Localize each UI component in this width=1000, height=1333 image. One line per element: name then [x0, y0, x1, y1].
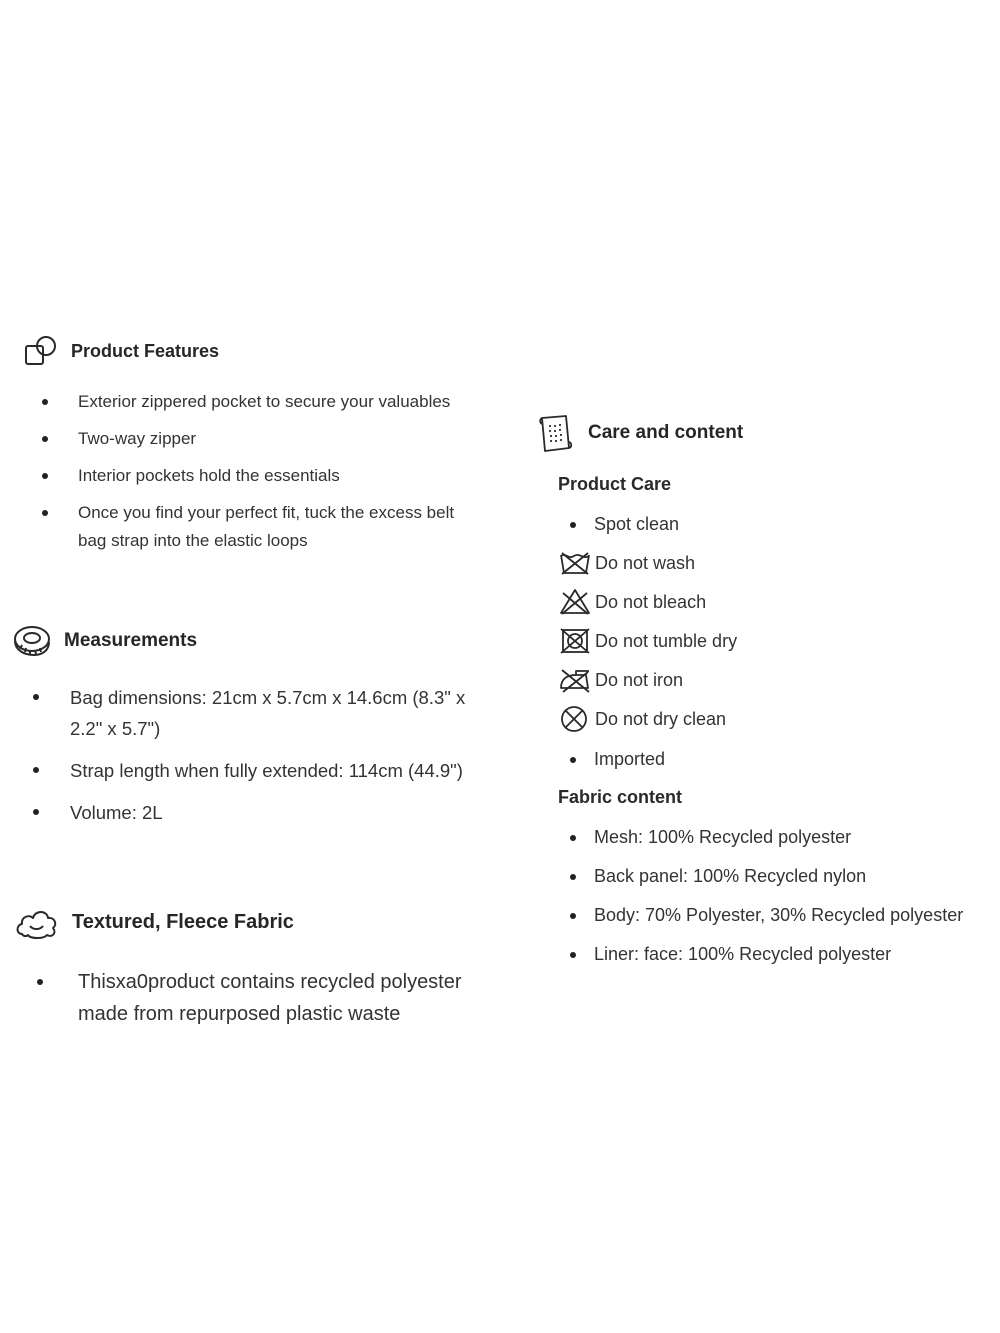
do-not-iron-icon: [558, 666, 592, 699]
list-item: Once you find your perfect fit, tuck the excess belt bag strap into the elastic loops: [40, 499, 480, 555]
bullet-icon: [42, 399, 48, 405]
list-item: Exterior zippered pocket to secure your valuables: [40, 388, 480, 416]
do-not-wash-icon: [558, 549, 592, 582]
list-item: Volume: 2L: [32, 797, 502, 828]
list-item: Two-way zipper: [40, 425, 480, 453]
fleece-cloud-icon: [14, 904, 60, 942]
tape-measure-icon: [10, 622, 52, 660]
bullet-icon: [570, 522, 576, 528]
bullet-icon: [37, 979, 43, 985]
list-item: Interior pockets hold the essentials: [40, 462, 480, 490]
care-label-icon: [538, 414, 574, 454]
do-not-dry-clean-icon: [558, 705, 592, 738]
product-features-icon: [24, 334, 60, 368]
bullet-icon: [570, 757, 576, 763]
bullet-icon: [570, 913, 576, 919]
product-features-heading: Product Features: [71, 341, 220, 361]
product-features-list: [40, 388, 480, 555]
measurements-heading: Measurements: [64, 630, 198, 651]
product-care-heading: Product Care: [558, 474, 672, 494]
care-heading: Care and content: [588, 422, 744, 443]
fabric-heading: Textured, Fleece Fabric: [72, 911, 294, 933]
bullet-icon: [42, 436, 48, 442]
bullet-icon: [33, 809, 39, 815]
fabric-list: [36, 966, 516, 1030]
list-item: Thisxa0product contains recycled polyester made from repurposed plastic waste: [36, 966, 516, 1030]
bullet-icon: [570, 835, 576, 841]
list-item: Strap length when fully extended: 114cm (44.9"): [32, 755, 502, 786]
fabric-content-heading: Fabric content: [558, 787, 683, 807]
list-item: Bag dimensions: 21cm x 5.7cm x 14.6cm (8.3" x 2.2" x 5.7"): [32, 682, 502, 744]
bullet-icon: [42, 510, 48, 516]
do-not-tumble-dry-icon: [558, 627, 592, 660]
do-not-bleach-icon: [558, 588, 592, 621]
measurements-list: [32, 682, 502, 828]
bullet-icon: [42, 473, 48, 479]
bullet-icon: [570, 874, 576, 880]
bullet-icon: [33, 767, 39, 773]
bullet-icon: [570, 952, 576, 958]
bullet-icon: [33, 694, 39, 700]
